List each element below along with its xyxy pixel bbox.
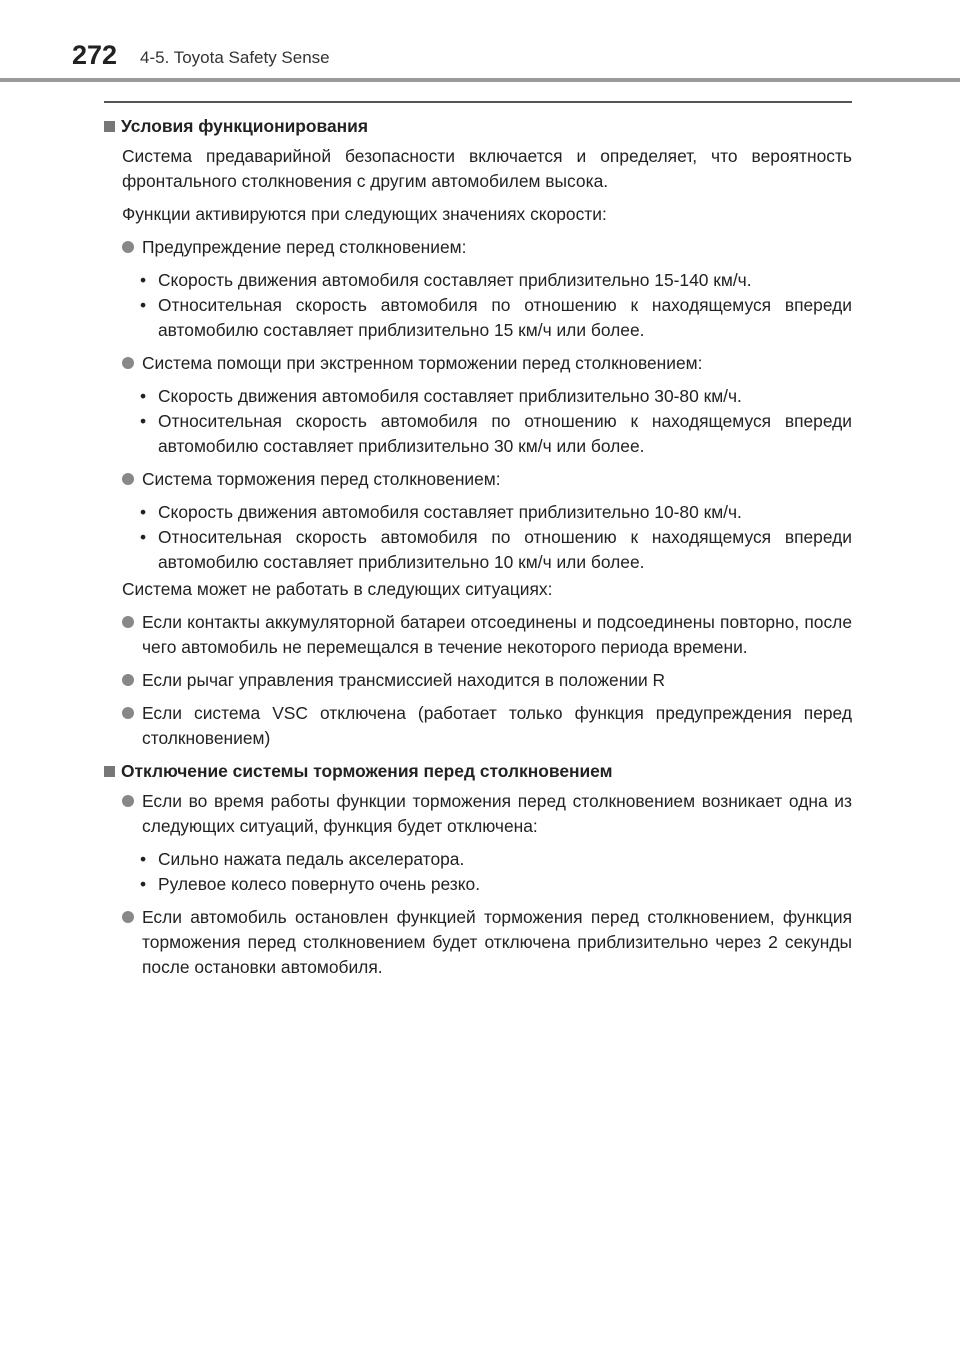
chapter-title: 4-5. Toyota Safety Sense: [140, 48, 330, 67]
sub-list-item: [140, 409, 852, 459]
sub-list: [140, 500, 852, 575]
list-item: [122, 610, 852, 660]
page-header: [0, 0, 960, 82]
sub-list-item-text: Относительная скорость автомобиля по отношению к находящемуся впереди автомобилю составляет приблизительно 15 км/ч или более.: [158, 295, 852, 340]
sub-list-item-text: Относительная скорость автомобиля по отношению к находящемуся впереди автомобилю составляет приблизительно 30 км/ч или более.: [158, 411, 852, 456]
dot-bullet-icon: •: [140, 411, 147, 431]
sub-list-item: [140, 500, 852, 525]
circle-bullet-icon: [122, 616, 134, 628]
dot-bullet-icon: •: [140, 386, 147, 406]
list-item-text: Если система VSC отключена (работает только функция предупреждения перед столкновением): [142, 703, 852, 748]
list-item-text: Если контакты аккумуляторной батареи отсоединены и подсоединены повторно, после чего автомобиль не перемещался в течение некоторого периода времени.: [142, 612, 852, 657]
sub-list-item-text: Относительная скорость автомобиля по отношению к находящемуся впереди автомобилю составляет приблизительно 10 км/ч или более.: [158, 527, 852, 572]
list-item-text: Если во время работы функции торможения перед столкновением возникает одна из следующих ситуаций, функция будет отключена:: [142, 791, 852, 836]
list-item-text: Если автомобиль остановлен функцией торможения перед столкновением, функция торможения перед столкновением будет отключена приблизительно через 2 секунды после остановки автомобиля.: [142, 907, 852, 977]
dot-bullet-icon: •: [140, 502, 147, 522]
page-content: [104, 114, 852, 988]
section-divider: [104, 101, 852, 103]
paragraph: Система может не работать в следующих ситуациях:: [122, 579, 553, 599]
sub-list: [140, 847, 852, 897]
list-item-text: Если рычаг управления трансмиссией находится в положении R: [142, 670, 666, 690]
list-item-text: Система помощи при экстренном торможении перед столкновением:: [142, 353, 703, 373]
sub-list-item-text: Скорость движения автомобиля составляет приблизительно 15-140 км/ч.: [158, 270, 752, 290]
sub-list-item-text: Рулевое колесо повернуто очень резко.: [158, 874, 481, 894]
paragraph: Система предаварийной безопасности включается и определяет, что вероятность фронтального столкновения с другим автомобилем высока.: [122, 146, 852, 191]
sub-list-item: [140, 525, 852, 575]
page-number: 272: [72, 40, 118, 70]
square-bullet-icon: [104, 121, 115, 132]
dot-bullet-icon: •: [140, 270, 147, 290]
section-heading: [104, 114, 852, 139]
list-item: [122, 701, 852, 751]
sub-list-item: [140, 847, 852, 872]
list-item: [122, 467, 852, 492]
circle-bullet-icon: [122, 473, 134, 485]
header-divider: [0, 78, 960, 82]
list-item-text: Система торможения перед столкновением:: [142, 469, 501, 489]
dot-bullet-icon: •: [140, 849, 147, 869]
dot-bullet-icon: •: [140, 295, 147, 315]
list-item-text: Предупреждение перед столкновением:: [142, 237, 467, 257]
circle-bullet-icon: [122, 795, 134, 807]
list-item: [122, 351, 852, 376]
sub-list: [140, 268, 852, 343]
sub-list-item: [140, 293, 852, 343]
list-item: [122, 789, 852, 839]
dot-bullet-icon: •: [140, 874, 147, 894]
sub-list-item-text: Скорость движения автомобиля составляет приблизительно 30-80 км/ч.: [158, 386, 742, 406]
square-bullet-icon: [104, 766, 115, 777]
dot-bullet-icon: •: [140, 527, 147, 547]
sub-list-item: [140, 384, 852, 409]
sub-list-item-text: Скорость движения автомобиля составляет приблизительно 10-80 км/ч.: [158, 502, 742, 522]
list-item: [122, 668, 852, 693]
circle-bullet-icon: [122, 707, 134, 719]
circle-bullet-icon: [122, 241, 134, 253]
circle-bullet-icon: [122, 911, 134, 923]
paragraph: Функции активируются при следующих значениях скорости:: [122, 204, 607, 224]
section-title: Условия функционирования: [121, 116, 368, 136]
sub-list-item: [140, 268, 852, 293]
sub-list-item: [140, 872, 852, 897]
section-title: Отключение системы торможения перед столкновением: [121, 761, 613, 781]
circle-bullet-icon: [122, 674, 134, 686]
sub-list-item-text: Сильно нажата педаль акселератора.: [158, 849, 465, 869]
sub-list: [140, 384, 852, 459]
circle-bullet-icon: [122, 357, 134, 369]
list-item: [122, 905, 852, 980]
section-heading: [104, 759, 852, 784]
list-item: [122, 235, 852, 260]
